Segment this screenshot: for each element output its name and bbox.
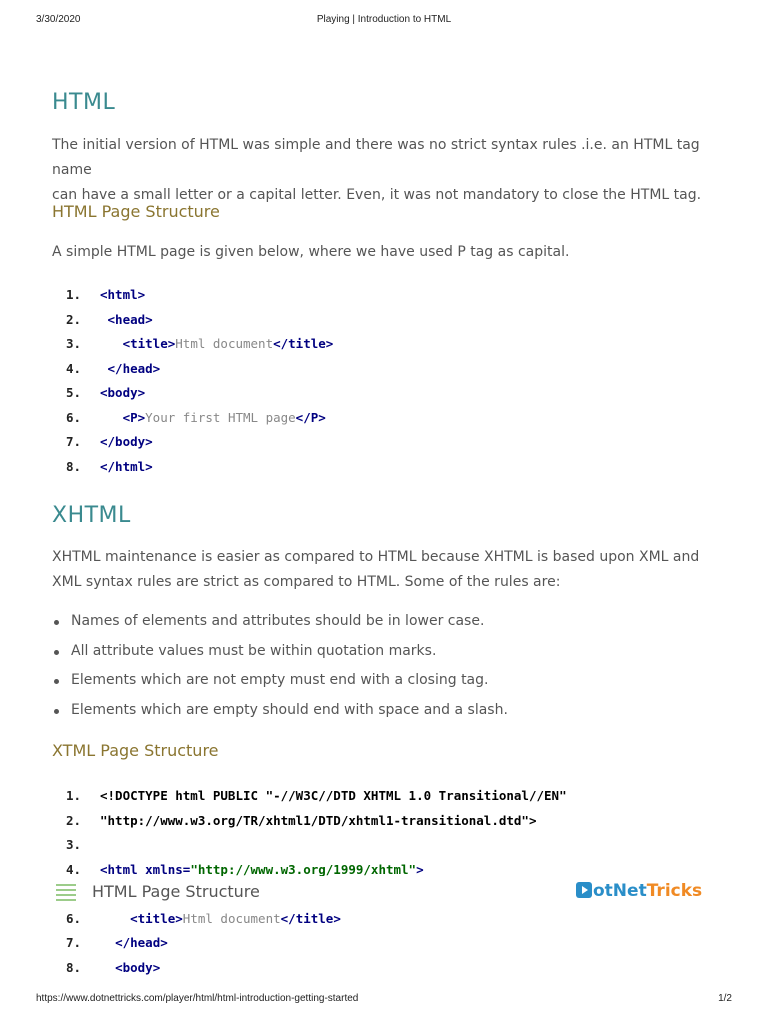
print-url: https://www.dotnettricks.com/player/html/html-introduction-getting-started bbox=[36, 993, 359, 1004]
list-item: Elements which are not empty must end with a closing tag. bbox=[52, 666, 508, 696]
code-line: 8. <body> bbox=[66, 959, 161, 975]
print-title: Playing | Introduction to HTML bbox=[316, 14, 452, 25]
code-line: 4. </head> bbox=[66, 360, 161, 376]
code-line: 7. </body> bbox=[66, 434, 153, 449]
code-line: 1. <html> bbox=[66, 287, 146, 302]
html-page-structure-heading: HTML Page Structure bbox=[52, 202, 220, 221]
code-line: 4. <html xmlns="http://www.w3.org/1999/xhtml"> bbox=[66, 861, 424, 877]
code-line: 2. "http://www.w3.org/TR/xhtml1/DTD/xhtml1-transitional.dtd"> bbox=[66, 812, 537, 828]
hamburger-menu-icon[interactable] bbox=[56, 884, 76, 900]
list-item: Elements which are empty should end with space and a slash. bbox=[52, 696, 508, 726]
code-line: 7. </head> bbox=[66, 935, 168, 950]
xtml-page-structure-heading: XTML Page Structure bbox=[52, 741, 219, 760]
code-line: 5. <body> bbox=[66, 385, 146, 400]
play-logo-icon bbox=[576, 882, 592, 898]
code-line: 6. <P>Your first HTML page</P> bbox=[66, 409, 326, 425]
player-lesson-title: HTML Page Structure bbox=[92, 882, 260, 901]
print-date: 3/30/2020 bbox=[36, 14, 81, 25]
player-bar bbox=[0, 876, 768, 908]
dotnettricks-logo[interactable]: otNetTricks bbox=[576, 881, 702, 901]
html-intro-paragraph bbox=[52, 133, 727, 208]
code-line: 6. <title>Html document</title> bbox=[66, 910, 341, 926]
html-heading: HTML bbox=[52, 90, 116, 115]
code-line: 3. <title>Html document</title> bbox=[66, 336, 334, 351]
code-line: 1. <!DOCTYPE html PUBLIC "-//W3C//DTD XHTML 1.0 Transitional//EN" bbox=[66, 788, 567, 803]
code-line: 2. <head> bbox=[66, 311, 153, 327]
xhtml-intro-line-2: XML syntax rules are strict as compared to HTML. Some of the rules are: bbox=[52, 574, 561, 590]
html-structure-intro: A simple HTML page is given below, where we have used P tag as capital. bbox=[52, 244, 570, 260]
code-line: 3. bbox=[66, 837, 82, 852]
xhtml-intro-paragraph bbox=[52, 545, 727, 595]
list-item: Names of elements and attributes should be in lower case. bbox=[52, 607, 508, 637]
html-code-block bbox=[52, 283, 333, 479]
xhtml-rules-list bbox=[52, 607, 508, 725]
list-item: All attribute values must be within quotation marks. bbox=[52, 637, 508, 667]
code-line: 8. </html> bbox=[66, 458, 153, 474]
html-intro-line-2: can have a small letter or a capital letter. Even, it was not mandatory to close the HTML tag. bbox=[52, 187, 702, 203]
xhtml-heading: XHTML bbox=[52, 503, 131, 528]
html-intro-line-1: The initial version of HTML was simple and there was no strict syntax rules .i.e. an HTML tag name bbox=[52, 137, 700, 178]
print-page-number: 1/2 bbox=[718, 993, 732, 1004]
xhtml-intro-line-1: XHTML maintenance is easier as compared to HTML because XHTML is based upon XML and bbox=[52, 549, 700, 565]
